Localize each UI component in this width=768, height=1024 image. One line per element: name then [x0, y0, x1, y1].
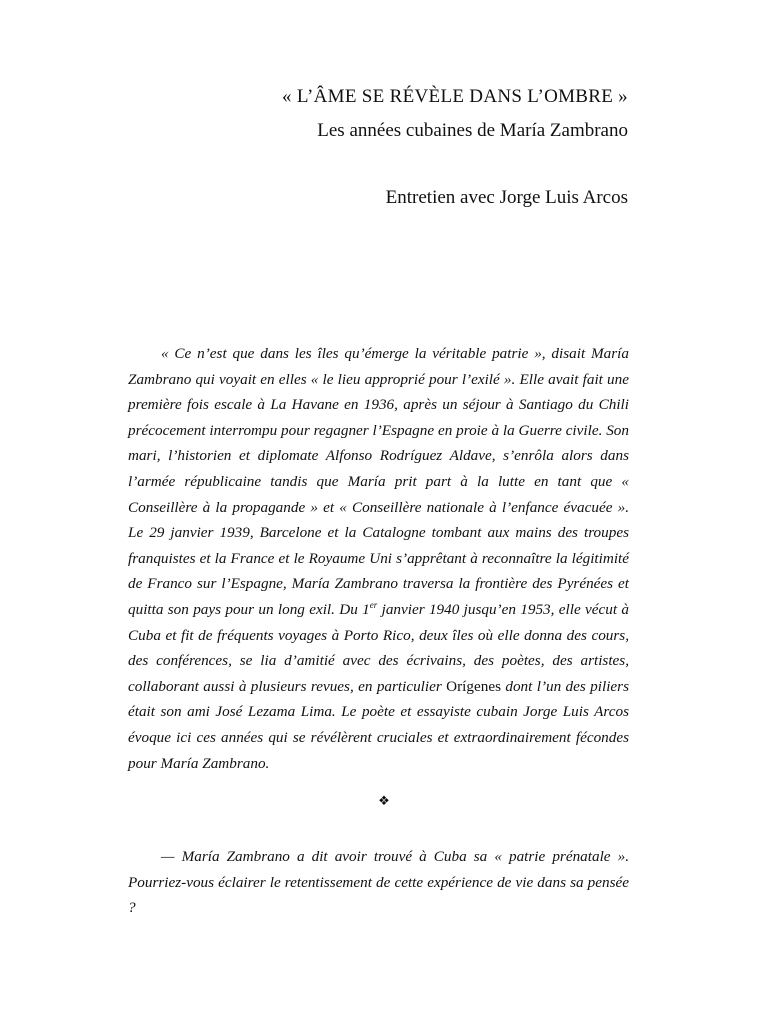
ordinal-superscript: er	[369, 599, 378, 610]
intro-text-part3: dont l’un des piliers était son ami José Lezama Lima. Le poète et essayiste cubain Jorge Luis Arcos évoque ici ces années qui se révélèrent cruciales et extraordinairement fécondes pour María Zambrano.	[128, 677, 629, 772]
diamond-ornament-icon: ❖	[378, 794, 390, 809]
interview-question: — María Zambrano a dit avoir trouvé à Cuba sa « patrie prénatale ». Pourriez-vous éclairer le retentissement de cette expérience de vie dans sa pensée ?	[128, 848, 629, 917]
intro-text-part1: « Ce n’est que dans les îles qu’émerge la véritable patrie », disait María Zambrano qui voyait en elles « le lieu approprié pour l’exilé ». Elle avait fait une première fois escale à La Havane en 1936, après un séjour à Santiago du Chili précocement interrompu pour regagner l’Espagne en proie à la Guerre civile. Son mari, l’historien et diplomate Alfonso Rodríguez Aldave, s’enrôla alors dans l’armée républicaine tandis que María prit part à la lutte en tant que « Conseillère à la propagande » et « Conseillère nationale à l’enfance évacuée ». Le 29 janvier 1939, Barcelone et la Catalogne tombant aux mains des troupes franquistes et la France et le Royaume Uni s’apprêtant à reconnaître la légitimité de Franco sur l’Espagne, María Zambrano traversa la frontière des Pyrénées et quitta son pays pour un long exil. Du 1	[128, 345, 629, 618]
interview-byline: Entretien avec Jorge Luis Arcos	[385, 187, 628, 208]
intro-text-part2: janvier 1940 jusqu’en 1953, elle vécut à Cuba et fit de fréquents voyages à Porto Rico, deux îles où elle donna des cours, des conférences, se lia d’amitié avec des écrivains, des poètes, des artistes, collaborant aussi à plusieurs revues, en particulier	[128, 600, 629, 695]
intro-paragraph	[128, 341, 629, 776]
article-title: « L’ÂME SE RÉVÈLE DANS L’OMBRE »	[282, 86, 628, 107]
article-subtitle: Les années cubaines de María Zambrano	[317, 120, 628, 141]
journal-name: Orígenes	[446, 677, 501, 695]
